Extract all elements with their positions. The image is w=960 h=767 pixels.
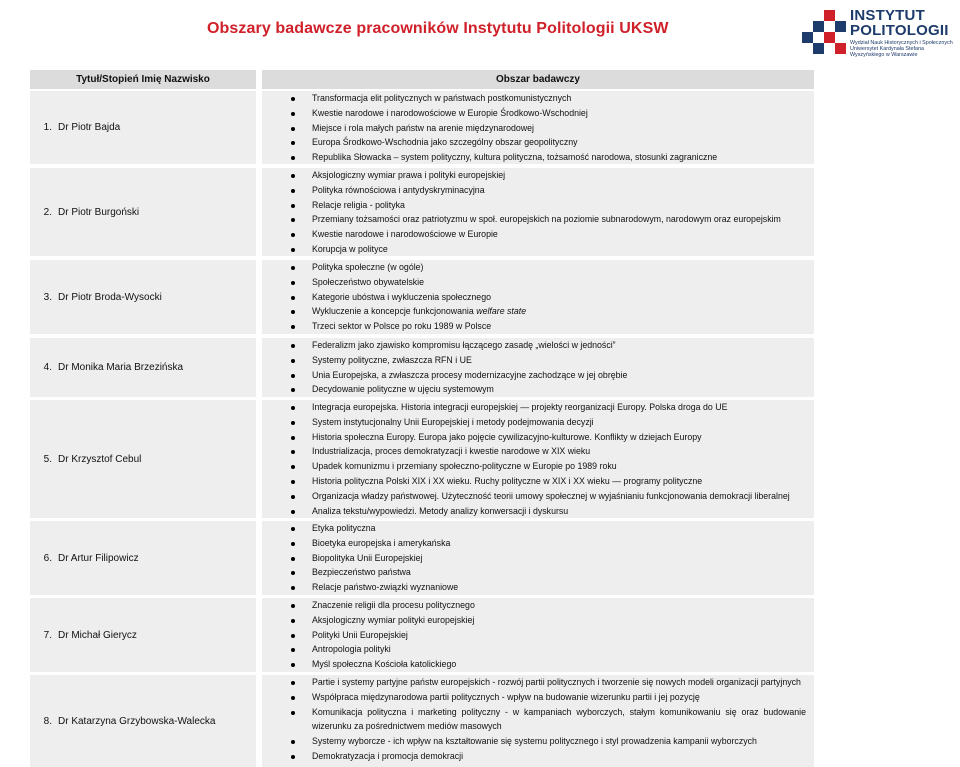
list-item: Bioetyka europejska i amerykańska (262, 536, 814, 551)
list-item: Historia społeczna Europy. Europa jako pojęcie cywilizacyjno-kulturowe. Konflikty w dziejach Europy (262, 430, 814, 445)
list-item: Biopolityka Unii Europejskiej (262, 551, 814, 566)
list-item: Systemy wyborcze - ich wpływ na kształtowanie się systemu politycznego i styl prowadzenia kampanii wyborczych (262, 734, 814, 749)
bullet-icon (291, 359, 295, 363)
topics-list (262, 675, 814, 767)
person-cell (30, 338, 256, 397)
row-number: 7. (43, 629, 52, 641)
list-item: Systemy polityczne, zwłaszcza RFN i UE (262, 353, 814, 368)
person-cell (30, 91, 256, 164)
list-item: Znaczenie religii dla procesu politycznego (262, 598, 814, 613)
bullet-icon (291, 648, 295, 652)
person-cell (30, 675, 256, 767)
person-cell (30, 400, 256, 518)
header-research-column: Obszar badawczy (496, 74, 580, 85)
table-row (30, 598, 814, 672)
list-item: Decydowanie polityczne w ujęciu systemowym (262, 382, 814, 397)
person-cell (30, 168, 256, 256)
institute-logo (800, 6, 958, 62)
list-item: Kwestie narodowe i narodowościowe w Europie (262, 227, 814, 242)
list-item: Historia polityczna Polski XIX i XX wieku. Ruchy polityczne w XIX i XX wieku — programy polityczne (262, 474, 814, 489)
bullet-icon (291, 527, 295, 531)
logo-mark-icon (802, 10, 846, 60)
list-item: Trzeci sektor w Polsce po roku 1989 w Polsce (262, 319, 814, 334)
list-item: Współpraca międzynarodowa partii politycznych - wpływ na budowanie wizerunku partii i jej pozycję (262, 690, 814, 705)
header-name-column: Tytuł/Stopień Imię Nazwisko (76, 74, 210, 85)
bullet-icon (291, 542, 295, 546)
list-item: Analiza tekstu/wypowiedzi. Metody analizy konwersacji i dyskursu (262, 504, 814, 519)
person-name: Dr Piotr Burgoński (58, 206, 140, 218)
row-number: 3. (43, 291, 52, 303)
bullet-icon (291, 374, 295, 378)
bullet-icon (291, 388, 295, 392)
bullet-icon (291, 510, 295, 514)
person-name: Dr Michał Gierycz (58, 629, 137, 641)
bullet-icon (291, 233, 295, 237)
topics-list (262, 521, 814, 595)
row-number: 1. (43, 122, 52, 133)
bullet-icon (291, 557, 295, 561)
topics-list (262, 338, 814, 397)
list-item: Aksjologiczny wymiar prawa i polityki europejskiej (262, 168, 814, 183)
list-item: Relacje religia - polityka (262, 198, 814, 213)
bullet-icon (291, 344, 295, 348)
topics-list (262, 598, 814, 672)
bullet-icon (291, 755, 295, 759)
page-title: Obszary badawcze pracowników Instytutu Politologii UKSW (207, 20, 669, 37)
person-name: Dr Krzysztof Cebul (58, 453, 142, 465)
bullet-icon (291, 634, 295, 638)
list-item: System instytucjonalny Unii Europejskiej i metody podejmowania decyzji (262, 415, 814, 430)
table-row (30, 400, 814, 518)
bullet-icon (291, 174, 295, 178)
bullet-icon (291, 740, 295, 744)
person-cell (30, 260, 256, 334)
table-header (30, 70, 814, 89)
list-item: Partie i systemy partyjne państw europejskich - rozwój partii politycznych i tworzenie się nowych modeli organizacji partyjnych (262, 675, 814, 690)
list-item: Transformacja elit politycznych w państwach postkomunistycznych (262, 91, 814, 106)
bullet-icon (291, 266, 295, 270)
bullet-icon (291, 189, 295, 193)
bullet-icon (291, 156, 295, 160)
topics-list (262, 400, 814, 518)
row-number: 5. (43, 453, 52, 465)
person-cell (30, 521, 256, 595)
list-item: Myśl społeczna Kościoła katolickiego (262, 657, 814, 672)
list-item: Bezpieczeństwo państwa (262, 565, 814, 580)
logo-line-1: INSTYTUT (850, 7, 925, 24)
bullet-icon (291, 112, 295, 116)
bullet-icon (291, 281, 295, 285)
bullet-icon (291, 325, 295, 329)
list-item: Polityka społeczne (w ogóle) (262, 260, 814, 275)
list-item: Integracja europejska. Historia integracji europejskiej — projekty reorganizacji Europy. Polska droga do UE (262, 400, 814, 415)
list-item: Społeczeństwo obywatelskie (262, 275, 814, 290)
bullet-icon (291, 97, 295, 101)
person-name: Dr Piotr Bajda (58, 122, 121, 133)
list-item: Wykluczenie a koncepcje funkcjonowania welfare state (262, 304, 814, 319)
bullet-icon (291, 421, 295, 425)
list-item: Unia Europejska, a zwłaszcza procesy modernizacyjne zachodzące w jej obrębie (262, 368, 814, 383)
table-row (30, 338, 814, 397)
bullet-icon (291, 681, 295, 685)
bullet-icon (291, 141, 295, 145)
bullet-icon (291, 480, 295, 484)
list-item: Kategorie ubóstwa i wykluczenia społecznego (262, 290, 814, 305)
list-item: Etyka polityczna (262, 521, 814, 536)
list-item: Miejsce i rola małych państw na arenie międzynarodowej (262, 121, 814, 136)
bullet-icon (291, 204, 295, 208)
list-item: Europa Środkowo-Wschodnia jako szczególny obszar geopolityczny (262, 135, 814, 150)
bullet-icon (291, 619, 295, 623)
list-item: Komunikacja polityczna i marketing polityczny - w kampaniach wyborczych, stałym komunikowaniu się oraz budowanie wizerunku za pośrednictwem mediów masowych (262, 705, 814, 735)
bullet-icon (291, 571, 295, 575)
person-name: Dr Artur Filipowicz (58, 552, 139, 564)
emphasis-text: welfare state (476, 306, 527, 317)
list-item: Federalizm jako zjawisko kompromisu łączącego zasadę „wielości w jedności” (262, 338, 814, 353)
bullet-icon (291, 296, 295, 300)
column-divider (256, 70, 262, 767)
row-number: 6. (43, 552, 52, 564)
bullet-icon (291, 406, 295, 410)
person-name: Dr Katarzyna Grzybowska-Walecka (58, 715, 216, 727)
bullet-icon (291, 127, 295, 131)
list-item: Przemiany tożsamości oraz patriotyzmu w społ. europejskich na poziomie subnarodowym, narodowym oraz europejskim (262, 212, 814, 227)
list-item: Republika Słowacka – system polityczny, kultura polityczna, tożsamość narodowa, stosunki zagraniczne (262, 150, 814, 165)
row-number: 4. (43, 362, 52, 373)
list-item: Aksjologiczny wymiar polityki europejskiej (262, 613, 814, 628)
person-name: Dr Monika Maria Brzezińska (58, 362, 184, 373)
bullet-icon (291, 248, 295, 252)
bullet-icon (291, 465, 295, 469)
list-item: Upadek komunizmu i przemiany społeczno-polityczne w Europie po 1989 roku (262, 459, 814, 474)
list-item: Kwestie narodowe i narodowościowe w Europie Środkowo-Wschodniej (262, 106, 814, 121)
list-item: Antropologia polityki (262, 642, 814, 657)
logo-line-2: POLITOLOGII (850, 22, 949, 39)
bullet-icon (291, 450, 295, 454)
bullet-icon (291, 218, 295, 222)
bullet-icon (291, 604, 295, 608)
topics-list (262, 91, 814, 164)
bullet-icon (291, 495, 295, 499)
table-row (30, 675, 814, 767)
list-item: Polityka równościowa i antydyskryminacyjna (262, 183, 814, 198)
topics-list (262, 260, 814, 334)
person-name: Dr Piotr Broda-Wysocki (58, 291, 162, 303)
table-row (30, 260, 814, 334)
person-cell (30, 598, 256, 672)
bullet-icon (291, 711, 295, 715)
list-item: Demokratyzacja i promocja demokracji (262, 749, 814, 764)
table-row (30, 91, 814, 164)
bullet-icon (291, 310, 295, 314)
row-number: 2. (43, 206, 52, 218)
list-item: Relacje państwo-związki wyznaniowe (262, 580, 814, 595)
list-item: Polityki Unii Europejskiej (262, 628, 814, 643)
table-row (30, 521, 814, 595)
list-item: Organizacja władzy państwowej. Użyteczność teorii umowy społecznej w wyjaśnianiu funkcjonowania demokracji liberalnej (262, 489, 814, 504)
list-item: Korupcja w polityce (262, 242, 814, 257)
logo-subtitle: Wydział Nauk Historycznych i Społecznych Uniwersytet Kardynała Stefana Wyszyńskiego w Warszawie (850, 40, 953, 59)
bullet-icon (291, 436, 295, 440)
bullet-icon (291, 586, 295, 590)
bullet-icon (291, 696, 295, 700)
table-row (30, 168, 814, 256)
topics-list (262, 168, 814, 256)
list-item: Industrializacja, proces demokratyzacji i kwestie narodowe w XIX wieku (262, 444, 814, 459)
row-number: 8. (43, 715, 52, 727)
bullet-icon (291, 663, 295, 667)
